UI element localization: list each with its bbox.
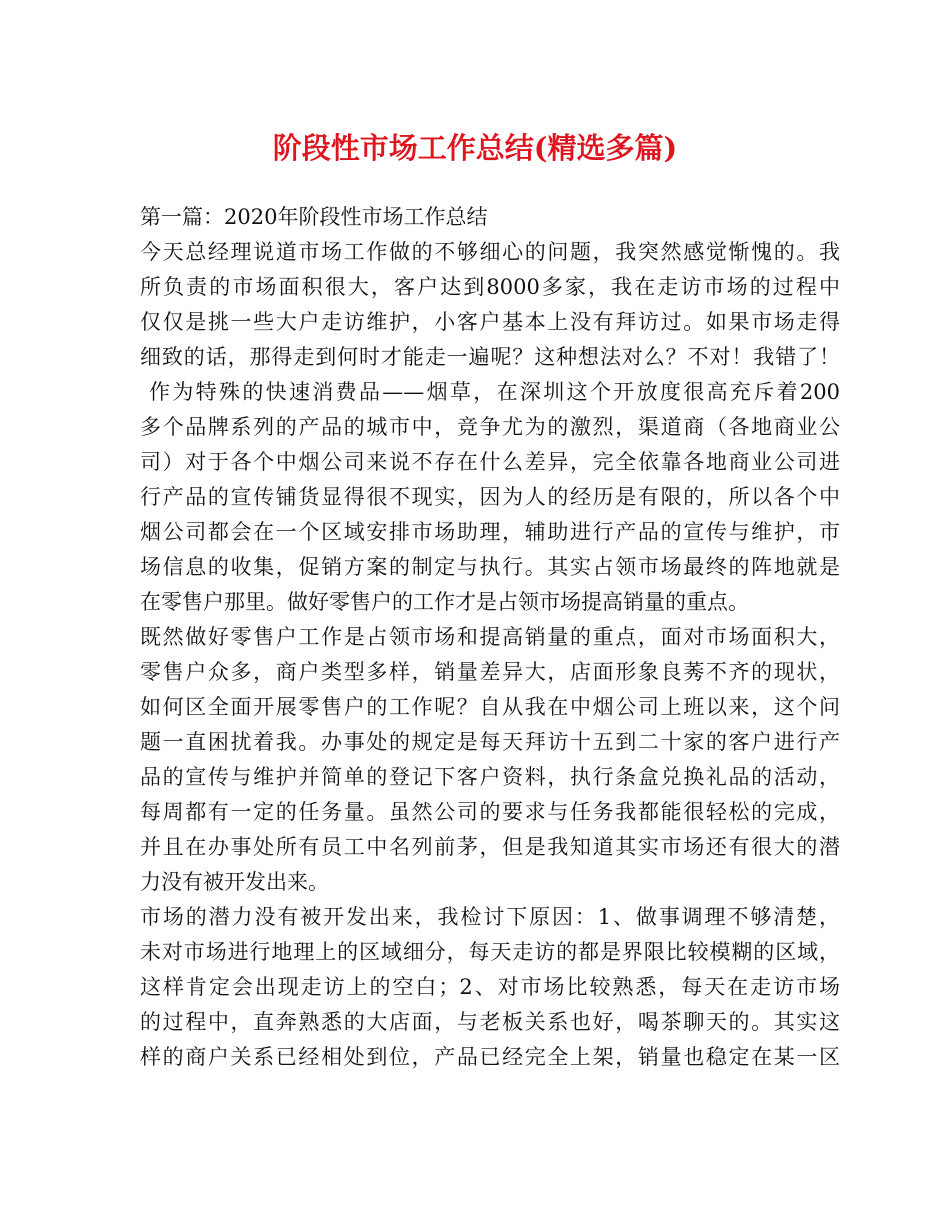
paragraph-line: 样的商户关系已经相处到位，产品已经完全上架，销量也稳定在某一区 bbox=[140, 1045, 840, 1069]
paragraph-line: 烟公司都会在一个区域安排市场助理，辅助进行产品的宣传与维护，市 bbox=[140, 520, 840, 544]
document-body bbox=[140, 200, 840, 1075]
paragraph-line: 既然做好零售户工作是占领市场和提高销量的重点，面对市场面积大， bbox=[140, 625, 840, 649]
paragraph-line: 每周都有一定的任务量。虽然公司的要求与任务我都能很轻松的完成， bbox=[140, 800, 840, 824]
paragraph-line: 司）对于各个中烟公司来说不存在什么差异，完全依靠各地商业公司进 bbox=[140, 450, 840, 474]
paragraph-line: 今天总经理说道市场工作做的不够细心的问题，我突然感觉惭愧的。我 bbox=[140, 240, 840, 264]
paragraph-line: 这样肯定会出现走访上的空白；2、对市场比较熟悉，每天在走访市场 bbox=[140, 975, 840, 999]
paragraph-line: 所负责的市场面积很大，客户达到8000多家，我在走访市场的过程中 bbox=[140, 275, 840, 299]
paragraph-line: 并且在办事处所有员工中名列前茅，但是我知道其实市场还有很大的潜 bbox=[140, 835, 840, 859]
paragraph-line: 作为特殊的快速消费品——烟草，在深圳这个开放度很高充斥着200 bbox=[140, 380, 840, 404]
document-title: 阶段性市场工作总结(精选多篇) bbox=[272, 131, 678, 165]
paragraph-line: 题一直困扰着我。办事处的规定是每天拜访十五到二十家的客户进行产 bbox=[140, 730, 840, 754]
paragraph-line: 场信息的收集，促销方案的制定与执行。其实占领市场最终的阵地就是 bbox=[140, 555, 840, 579]
paragraph-line: 仅仅是挑一些大户走访维护，小客户基本上没有拜访过。如果市场走得 bbox=[140, 310, 840, 334]
paragraph-line: 如何区全面开展零售户的工作呢？自从我在中烟公司上班以来，这个问 bbox=[140, 695, 840, 719]
paragraph-line: 多个品牌系列的产品的城市中，竞争尤为的激烈，渠道商（各地商业公 bbox=[140, 415, 840, 439]
paragraph-line: 的过程中，直奔熟悉的大店面，与老板关系也好，喝茶聊天的。其实这 bbox=[140, 1010, 840, 1034]
section-heading: 第一篇：2020年阶段性市场工作总结 bbox=[140, 205, 488, 229]
paragraph-line: 品的宣传与维护并简单的登记下客户资料，执行条盒兑换礼品的活动， bbox=[140, 765, 840, 789]
paragraph-line: 细致的话，那得走到何时才能走一遍呢？这种想法对么？不对！我错了！ bbox=[140, 345, 840, 369]
paragraph-line: 力没有被开发出来。 bbox=[140, 870, 329, 894]
paragraph-line: 市场的潜力没有被开发出来，我检讨下原因：1、做事调理不够清楚， bbox=[140, 905, 840, 929]
paragraph-line: 未对市场进行地理上的区域细分，每天走访的都是界限比较模糊的区域， bbox=[140, 940, 840, 964]
paragraph-line: 在零售户那里。做好零售户的工作才是占领市场提高销量的重点。 bbox=[140, 590, 749, 614]
paragraph-line: 行产品的宣传铺货显得很不现实，因为人的经历是有限的，所以各个中 bbox=[140, 485, 840, 509]
paragraph-line: 零售户众多，商户类型多样，销量差异大，店面形象良莠不齐的现状， bbox=[140, 660, 840, 684]
